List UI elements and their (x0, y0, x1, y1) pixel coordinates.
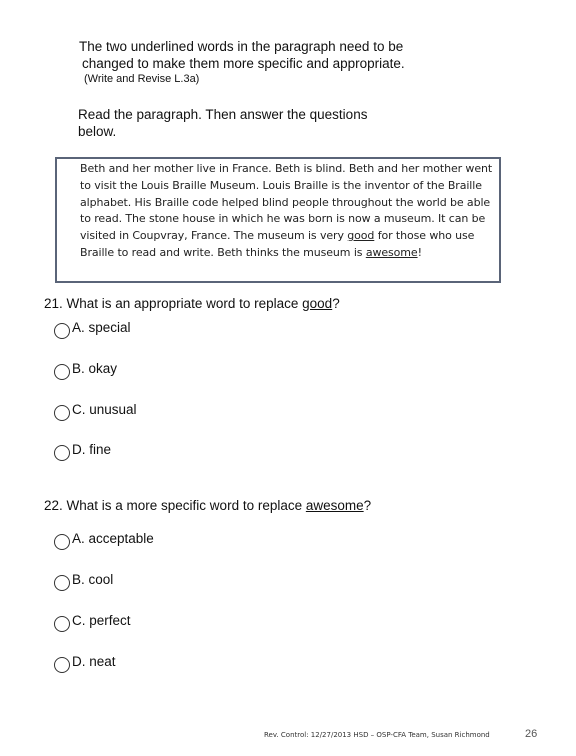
footer-revision: Rev. Control: 12/27/2013 HSD – OSP-CFA Team, Susan Richmond (264, 731, 490, 739)
answer-bubble[interactable] (54, 534, 70, 550)
q22-option-a[interactable] (54, 531, 154, 553)
q21-option-c[interactable] (54, 402, 137, 424)
answer-bubble[interactable] (54, 405, 70, 421)
option-label: C. perfect (72, 613, 131, 628)
page-number: 26 (525, 728, 538, 740)
q22-option-b[interactable] (54, 572, 113, 594)
read-prompt-line-2: below. (78, 124, 117, 139)
option-label: D. fine (72, 442, 112, 457)
passage-part-2: for those who use Braille to read and write. Beth thinks the museum is (80, 229, 475, 259)
underlined-word-awesome: awesome (365, 245, 418, 259)
answer-bubble[interactable] (54, 323, 70, 339)
read-prompt (78, 106, 438, 140)
answer-bubble[interactable] (54, 657, 70, 673)
passage-part-1: Beth and her mother live in France. Beth is blind. Beth and her mother went to visit the Louis Braille Museum. Louis Braille is the inventor of the Braille alphabet. His Braille code helped blind people throughout the world be able to read. The stone house in which he was born is now a museum. It can be visited in Coupvray, France. The museum is very (80, 162, 493, 243)
q21-option-a[interactable] (54, 320, 131, 342)
instructions-line-2: changed to make them more specific and appropriate. (82, 56, 405, 71)
option-label: A. acceptable (72, 531, 154, 546)
question-22 (44, 498, 371, 513)
q22-option-d[interactable] (54, 654, 116, 676)
question-21-suffix: ? (332, 296, 340, 311)
standard-reference: (Write and Revise L.3a) (84, 73, 200, 85)
answer-bubble[interactable] (54, 575, 70, 591)
option-label: A. special (72, 320, 131, 335)
question-21-word: good (302, 296, 333, 311)
option-label: D. neat (72, 654, 116, 669)
question-21-prefix: 21. What is an appropriate word to replace (44, 296, 303, 311)
q22-option-c[interactable] (54, 613, 131, 635)
q21-option-d[interactable] (54, 442, 111, 464)
read-prompt-line-1: Read the paragraph. Then answer the questions (78, 107, 368, 122)
question-22-prefix: 22. What is a more specific word to replace (44, 498, 306, 513)
passage-text (80, 161, 496, 262)
answer-bubble[interactable] (54, 616, 70, 632)
passage-part-3: ! (417, 245, 422, 259)
option-label: B. okay (72, 361, 118, 376)
question-21 (44, 296, 340, 311)
q21-option-b[interactable] (54, 361, 117, 383)
instructions-line-1: The two underlined words in the paragraph need to be (79, 39, 404, 54)
instructions (79, 38, 499, 72)
option-label: B. cool (72, 572, 114, 587)
underlined-word-good: good (347, 229, 375, 243)
option-label: C. unusual (72, 402, 137, 417)
answer-bubble[interactable] (54, 364, 70, 380)
answer-bubble[interactable] (54, 445, 70, 461)
question-22-word: awesome (305, 498, 364, 513)
question-22-suffix: ? (363, 498, 372, 513)
